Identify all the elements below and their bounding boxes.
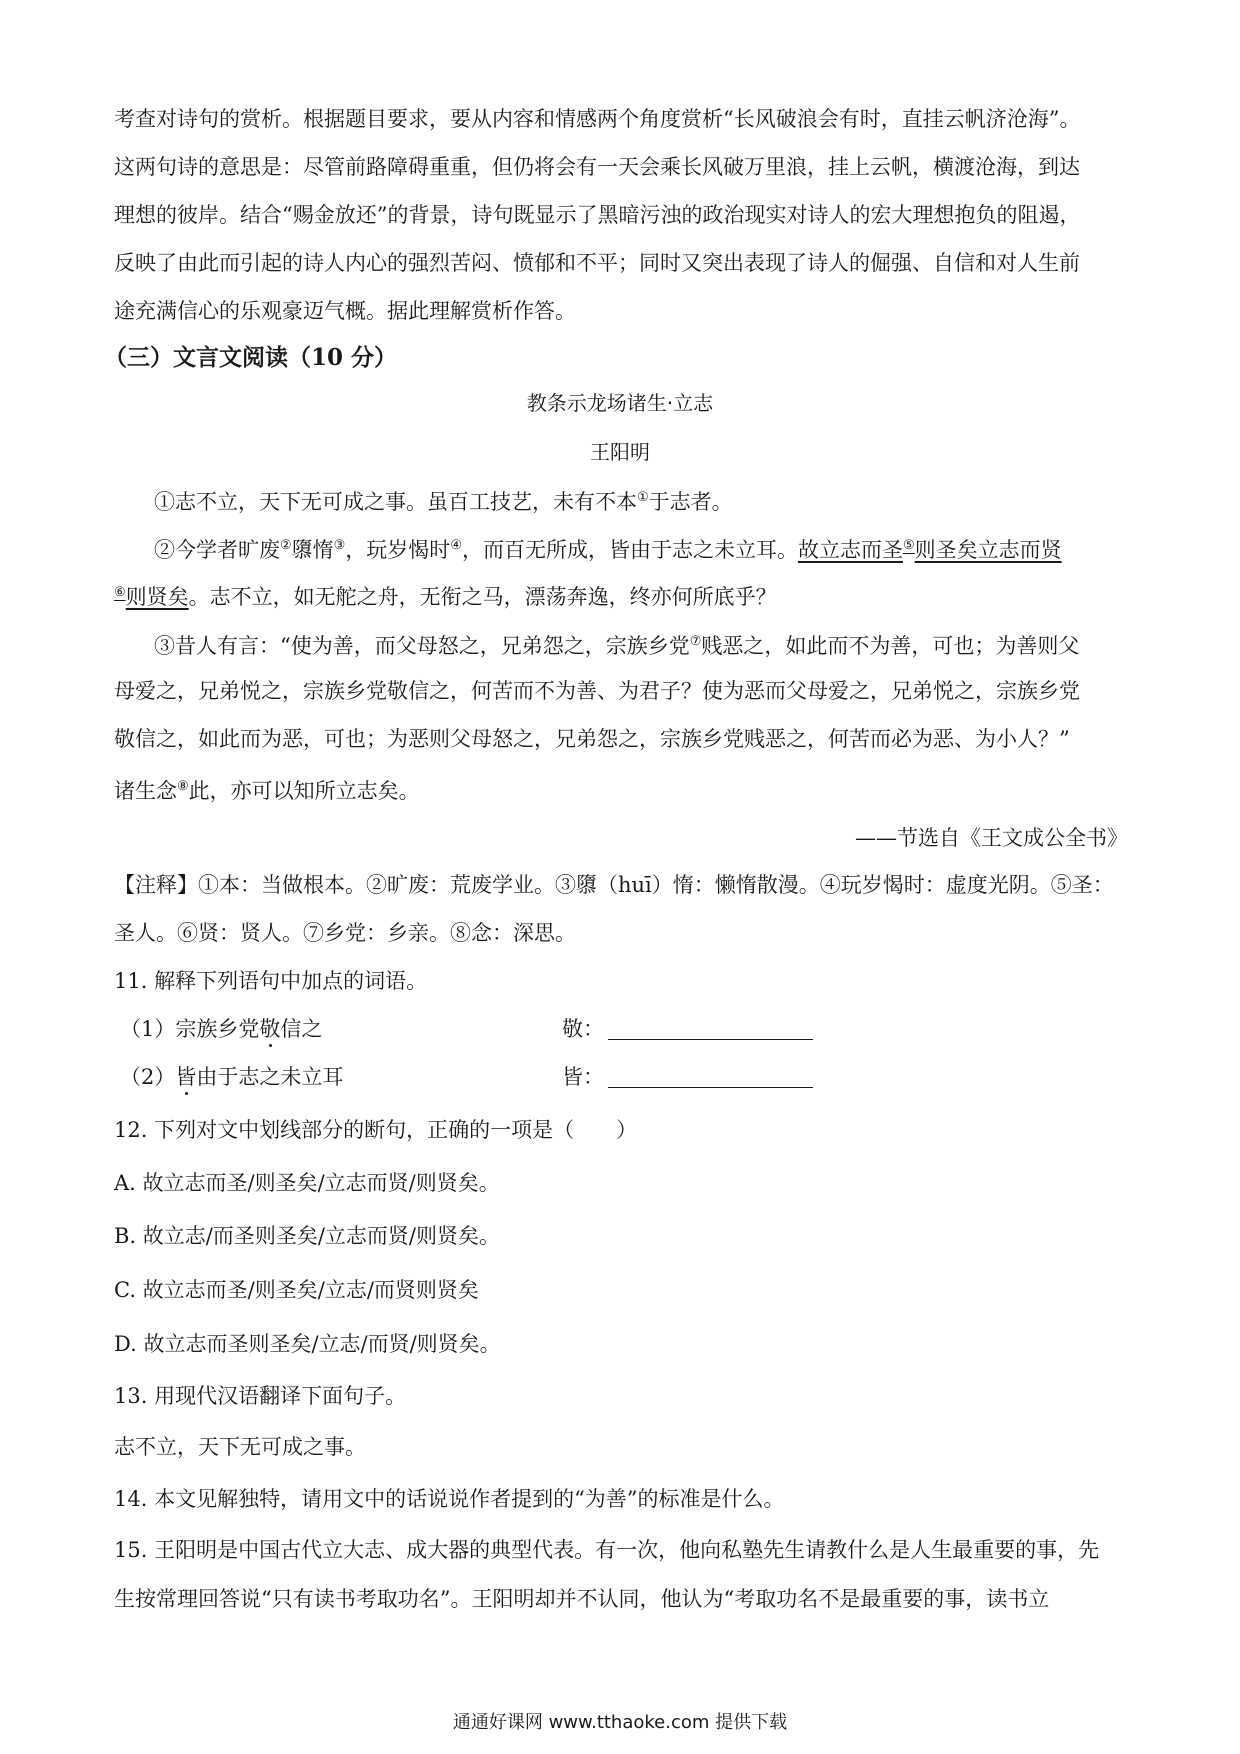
underlined-text: 故立志而圣 xyxy=(797,538,903,562)
answer-label xyxy=(562,1062,813,1092)
dotted-word: 敬 xyxy=(259,1017,281,1041)
answer-blank[interactable] xyxy=(608,1017,813,1040)
question-11-stem: 11. 解释下列语句中加点的词语。 xyxy=(114,969,428,993)
text: 。志不立，如无舵之舟，无衔之马，漂荡奔逸，终亦何所底乎？ xyxy=(188,585,777,609)
question-15-line: 15. 王阳明是中国古代立大志、成大器的典型代表。有一次，他向私塾先生请教什么是人生最重要的事，先 xyxy=(114,1538,1100,1562)
section-heading: （三）文言文阅读（10 分） xyxy=(104,344,398,371)
question-11-item-2 xyxy=(120,1062,720,1092)
question-11-item-1 xyxy=(120,1014,720,1044)
text: 信之 xyxy=(280,1017,323,1041)
answer-blank[interactable] xyxy=(608,1065,813,1088)
option-d[interactable]: D. 故立志而圣则圣矣/立志/而贤/则贤矣。 xyxy=(114,1332,501,1356)
passage-author: 王阳明 xyxy=(590,440,650,464)
analysis-line: 这两句诗的意思是：尽管前路障碍重重，但仍将会有一天会乘长风破万里浪，挂上云帆，横渡沧海，到达 xyxy=(114,155,1080,179)
question-15-line: 生按常理回答说“只有读书考取功名”。王阳明却并不认同，他认为“考取功名不是最重要的事，读书立 xyxy=(114,1587,1050,1611)
option-c[interactable]: C. 故立志而圣/则圣矣/立志/而贤则贤矣 xyxy=(114,1278,479,1302)
option-a[interactable]: A. 故立志而圣/则圣矣/立志而贤/则贤矣。 xyxy=(114,1171,500,1195)
analysis-line: 理想的彼岸。结合“赐金放还”的背景，诗句既显示了黑暗污浊的政治现实对诗人的宏大理想抱负的阻遏， xyxy=(114,203,1081,227)
passage-paragraph-2 xyxy=(154,531,1062,565)
text: ①志不立，天下无可成之事。虽百工技艺，未有不本 xyxy=(154,490,637,514)
footnote-marker: ⑦ xyxy=(689,634,702,649)
underlined-text: 则圣矣立志而贤 xyxy=(914,538,1062,562)
passage-line: 母爱之，兄弟悦之，宗族乡党敬信之，何苦而不为善、为君子？使为恶而父母爱之，兄弟悦之，宗族乡党 xyxy=(114,679,1080,703)
text: （2） xyxy=(120,1065,176,1089)
text: ，而百无所成，皆由于志之未立耳。 xyxy=(461,538,798,562)
footnote-marker: ③ xyxy=(333,538,346,553)
analysis-line: 考查对诗句的赏析。根据题目要求，要从内容和情感两个角度赏析“长风破浪会有时，直挂云帆济沧海”。 xyxy=(114,107,1081,131)
page-footer: 通通好课网 www.tthaoke.com 提供下载 xyxy=(452,1712,788,1733)
text: 诸生念 xyxy=(114,779,177,803)
text: （1）宗族乡党 xyxy=(120,1017,260,1041)
text: ②今学者旷废 xyxy=(154,538,280,562)
text: ，玩岁愒时 xyxy=(345,538,451,562)
footnote-marker: ① xyxy=(637,490,649,505)
text: 隳惰 xyxy=(291,538,334,562)
passage-paragraph-3 xyxy=(154,627,1079,661)
footnote-marker: ④ xyxy=(450,538,462,553)
dotted-word: 皆 xyxy=(175,1065,197,1089)
question-13-stem: 13. 用现代汉语翻译下面句子。 xyxy=(114,1384,407,1408)
text: 此，亦可以知所立志矣。 xyxy=(188,779,420,803)
passage-source: ——节选自《王文成公全书》 xyxy=(855,826,1128,850)
analysis-line: 反映了由此而引起的诗人内心的强烈苦闷、愤郁和不平；同时又突出表现了诗人的倔强、自信和对人生前 xyxy=(114,251,1080,275)
answer-label xyxy=(562,1014,813,1044)
passage-paragraph-2-cont xyxy=(114,578,777,612)
question-14-stem: 14. 本文见解独特，请用文中的话说说作者提到的“为善”的标准是什么。 xyxy=(114,1487,785,1511)
footnote-marker: ⑤ xyxy=(902,538,915,553)
text: 贱恶之，如此而不为善，可也；为善则父 xyxy=(701,634,1080,658)
answer-label-text: 皆： xyxy=(562,1065,604,1089)
passage-line: 敬信之，如此而为恶，可也；为恶则父母怒之，兄弟怨之，宗族乡党贱恶之，何苦而必为恶、为小人？” xyxy=(114,727,1070,751)
underlined-text: 则贤矣 xyxy=(125,585,189,609)
passage-paragraph-1 xyxy=(154,483,733,517)
option-b[interactable]: B. 故立志/而圣则圣矣/立志而贤/则贤矣。 xyxy=(114,1224,501,1248)
answer-label-text: 敬： xyxy=(562,1017,604,1041)
footnote-marker: ⑥ xyxy=(114,585,126,600)
question-12-stem: 12. 下列对文中划线部分的断句，正确的一项是（ ） xyxy=(114,1118,638,1142)
footnote-marker: ② xyxy=(280,538,292,553)
notes-line: 【注释】①本：当做根本。②旷废：荒废学业。③隳（huī）惰：懒惰散漫。④玩岁愒时：虚度光阴。⑤圣： xyxy=(114,873,1114,897)
question-13-sentence: 志不立，天下无可成之事。 xyxy=(114,1435,366,1459)
text: 于志者。 xyxy=(648,490,733,514)
notes-line: 圣人。⑥贤：贤人。⑦乡党：乡亲。⑧念：深思。 xyxy=(114,921,576,945)
passage-title: 教条示龙场诸生·立志 xyxy=(526,391,714,415)
footnote-marker: ⑧ xyxy=(177,779,189,794)
text: 由于志之未立耳 xyxy=(196,1065,344,1089)
text: ③昔人有言：“使为善，而父母怒之，兄弟怨之，宗族乡党 xyxy=(154,634,690,658)
passage-line xyxy=(114,772,420,806)
analysis-line: 途充满信心的乐观豪迈气概。据此理解赏析作答。 xyxy=(114,299,576,323)
